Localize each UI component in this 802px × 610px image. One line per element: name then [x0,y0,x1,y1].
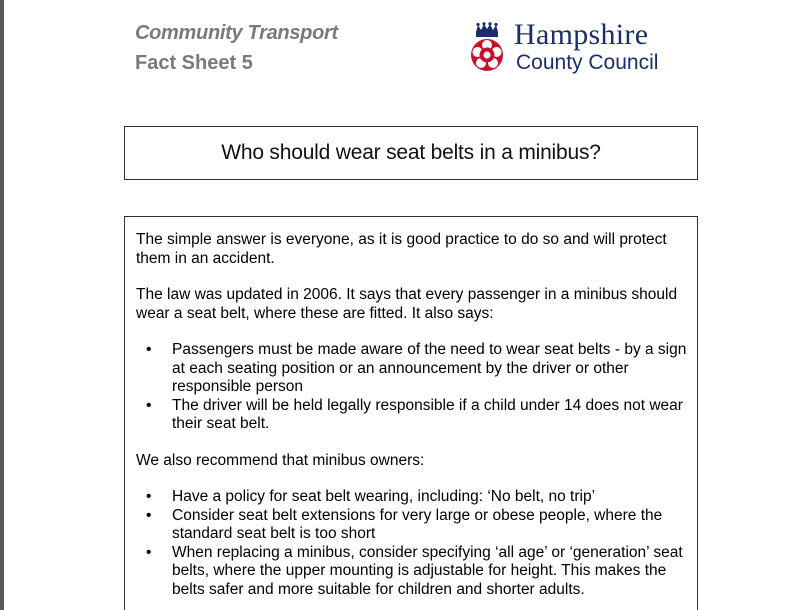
bullet-icon: • [146,341,152,358]
series-title: Community Transport [135,22,338,44]
fact-sheet-number: Fact Sheet 5 [135,52,253,74]
list-item-text: When replacing a minibus, consider specifying ‘all age’ or ‘generation’ seat belts, where the upper mounting is adjustable for height. This makes the belts safer and more suitable for children and shorter adults. [172,543,683,598]
list-item-text: Consider seat belt extensions for very large or obese people, where the standard seat belt is too short [172,506,663,542]
logo-text-county-council: County Council [516,51,659,74]
logo-text-hampshire: Hampshire [514,18,649,51]
recommend-paragraph: We also recommend that minibus owners: [136,451,425,469]
bullet-icon: • [146,506,152,524]
council-logo [469,20,689,80]
list-item-text: The driver will be held legally responsible if a child under 14 does not wear their seat belt. [172,396,683,432]
list-item-text: Have a policy for seat belt wearing, including: ‘No belt, no trip’ [172,488,596,505]
list-item-text: Passengers must be made aware of the need to wear seat belts - by a sign at each seating position or an announcement by the driver or other responsible person [172,341,687,395]
list-item [136,488,687,507]
page-title: Who should wear seat belts in a minibus? [221,141,601,164]
list-item [136,507,687,544]
list-item [136,397,687,434]
intro-paragraph: The simple answer is everyone, as it is good practice to do so and will protect them in an accident. [136,231,667,267]
list-item [136,544,687,600]
recommendations-list [136,488,687,599]
content-box [124,216,698,610]
document-header [135,20,338,77]
law-points-list [136,341,687,434]
bullet-icon: • [146,488,152,505]
title-box [124,126,698,180]
law-paragraph: The law was updated in 2006. It says that every passenger in a minibus should wear a seat belt, where these are fitted. It also says: [136,286,678,322]
list-item [136,341,687,397]
bullet-icon: • [146,396,152,414]
hampshire-crest-icon [469,22,505,74]
bullet-icon: • [146,543,152,561]
document-page [4,0,802,610]
